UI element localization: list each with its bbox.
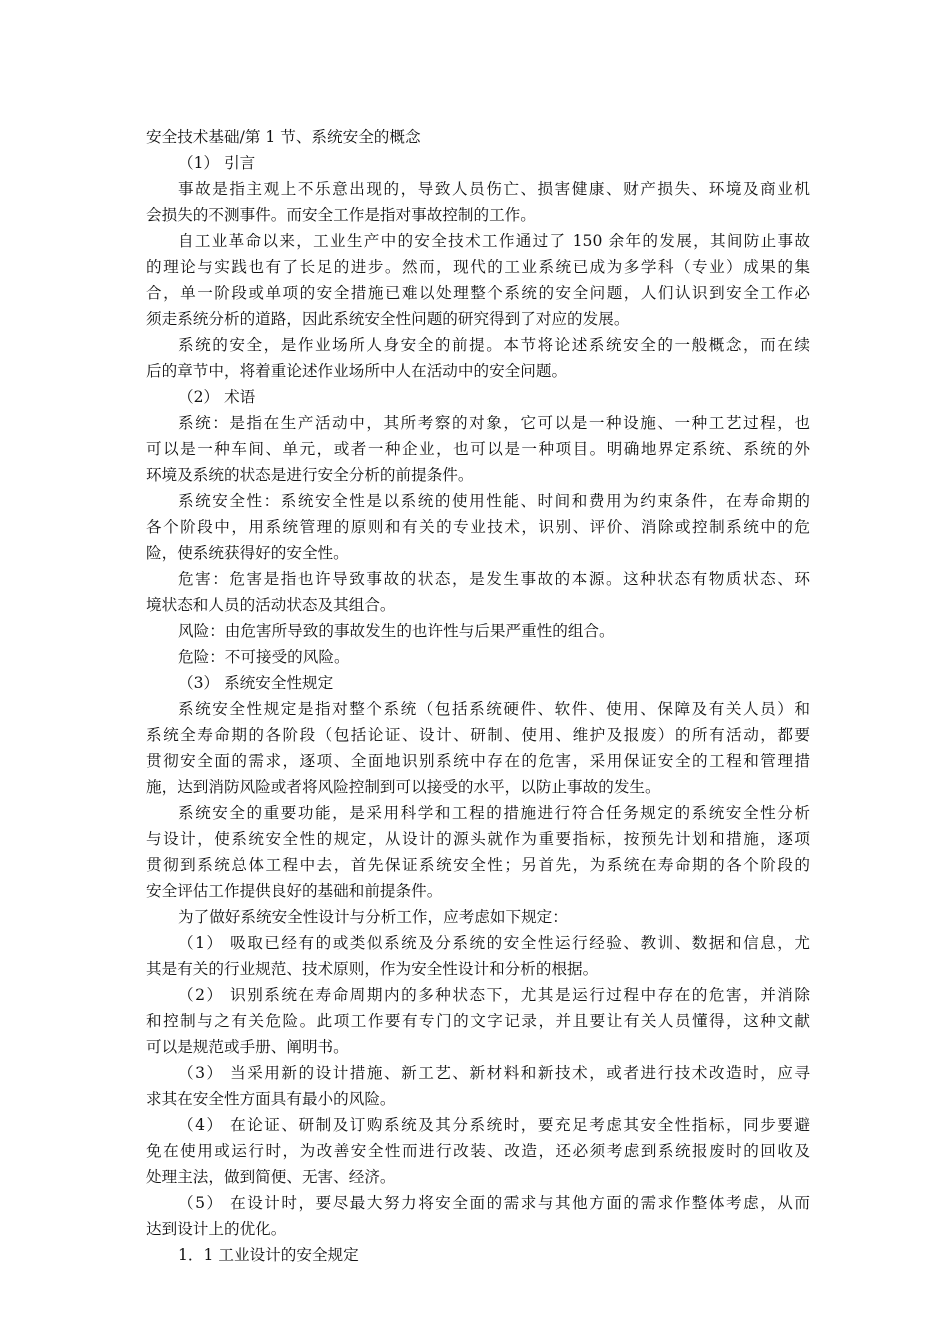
- paragraph-system-safety-premise: [146, 332, 810, 384]
- text-line: 和控制与之有关危险。此项工作要有专门的文字记录，并且要让有关人员懂得，这种文献: [146, 1012, 810, 1030]
- text-line: 各个阶段中，用系统管理的原则和有关的专业技术，识别、评价、消除或控制系统中的危: [146, 518, 810, 536]
- text-line: 事故是指主观上不乐意出现的，导致人员伤亡、损害健康、财产损失、环境及商业机: [178, 180, 810, 198]
- text-line: 会损失的不测事件。而安全工作是指对事故控制的工作。: [146, 206, 536, 224]
- paragraph-term-danger: 危险：不可接受的风险。: [178, 648, 350, 666]
- text-line: 求其在安全性方面具有最小的风险。: [146, 1090, 396, 1108]
- text-line: 可以是规范或手册、阐明书。: [146, 1038, 349, 1056]
- text-line: （5） 在设计时，要尽最大努力将安全面的需求与其他方面的需求作整体考虑，从而: [178, 1194, 810, 1212]
- text-line: 可以是一种车间、单元，或者一种企业，也可以是一种项目。明确地界定系统、系统的外: [146, 440, 810, 458]
- text-line: 与设计，使系统安全性的规定，从设计的源头就作为重要指标，按预先计划和措施，逐项: [146, 830, 810, 848]
- text-line: 免在使用或运行时，为改善安全性而进行改装、改造，还必须考虑到系统报废时的回收及: [146, 1142, 810, 1160]
- list-item-3: [146, 1060, 810, 1112]
- text-line: 后的章节中，将着重论述作业场所中人在活动中的安全问题。: [146, 362, 568, 380]
- heading-introduction: （1） 引言: [178, 154, 256, 172]
- list-item-4: [146, 1112, 810, 1190]
- text-line: 环境及系统的状态是进行安全分析的前提条件。: [146, 466, 474, 484]
- paragraph-term-system-safety: [146, 488, 810, 566]
- text-line: 险，使系统获得好的安全性。: [146, 544, 349, 562]
- text-line: 自工业革命以来，工业生产中的安全技术工作通过了 150 余年的发展，其间防止事故: [178, 232, 810, 250]
- paragraph-term-hazard: [146, 566, 810, 618]
- text-line: 系统安全性：系统安全性是以系统的使用性能、时间和费用为约束条件，在寿命期的: [178, 492, 810, 510]
- paragraph-main-function: [146, 800, 810, 904]
- text-line: 须走系统分析的道路，因此系统安全性问题的研究得到了对应的发展。: [146, 310, 630, 328]
- text-line: 系统：是指在生产活动中，其所考察的对象，它可以是一种设施、一种工艺过程，也: [178, 414, 810, 432]
- heading-terminology: （2） 术语: [178, 388, 256, 406]
- text-line: 处理主法，做到简便、无害、经济。: [146, 1168, 396, 1186]
- text-line: （4） 在论证、研制及订购系统及其分系统时，要充足考虑其安全性指标，同步要避: [178, 1116, 810, 1134]
- list-item-1: [146, 930, 810, 982]
- paragraph-industrial-history: [146, 228, 810, 332]
- paragraph-term-system: [146, 410, 810, 488]
- paragraph-consider-rules: 为了做好系统安全性设计与分析工作，应考虑如下规定：: [178, 908, 568, 926]
- heading-section-1-1: 1．1 工业设计的安全规定: [178, 1246, 359, 1264]
- text-line: 其是有关的行业规范、技术原则，作为安全性设计和分析的根据。: [146, 960, 599, 978]
- text-line: 系统安全性规定是指对整个系统（包括系统硬件、软件、使用、保障及有关人员）和: [178, 700, 810, 718]
- text-line: 的理论与实践也有了长足的进步。然而，现代的工业系统已成为多学科（专业）成果的集: [146, 258, 810, 276]
- text-line: 系统全寿命期的各阶段（包括论证、设计、研制、使用、维护及报废）的所有活动，都要: [146, 726, 810, 744]
- paragraph-accident-definition: [146, 176, 810, 228]
- list-item-5: [146, 1190, 810, 1242]
- text-line: （2） 识别系统在寿命周期内的多种状态下，尤其是运行过程中存在的危害，并消除: [178, 986, 810, 1004]
- text-line: （3） 当采用新的设计措施、新工艺、新材料和新技术，或者进行技术改造时，应寻: [178, 1064, 810, 1082]
- text-line: 贯彻到系统总体工程中去，首先保证系统安全性；另首先，为系统在寿命期的各个阶段的: [146, 856, 810, 874]
- text-line: 施，达到消防风险或者将风险控制到可以接受的水平，以防止事故的发生。: [146, 778, 661, 796]
- text-line: 危害：危害是指也许导致事故的状态，是发生事故的本源。这种状态有物质状态、环: [178, 570, 810, 588]
- list-item-2: [146, 982, 810, 1060]
- text-line: 贯彻安全面的需求，逐项、全面地识别系统中存在的危害，采用保证安全的工程和管理措: [146, 752, 810, 770]
- text-line: 系统的安全，是作业场所人身安全的前提。本节将论述系统安全的一般概念，而在续: [178, 336, 810, 354]
- text-line: 合，单一阶段或单项的安全措施已难以处理整个系统的安全问题，人们认识到安全工作必: [146, 284, 810, 302]
- paragraph-term-risk: 风险：由危害所导致的事故发生的也许性与后果严重性的组合。: [178, 622, 615, 640]
- document-title: 安全技术基础/第 1 节、系统安全的概念: [146, 128, 421, 146]
- document-page: [146, 124, 810, 1268]
- text-line: 系统安全的重要功能，是采用科学和工程的措施进行符合任务规定的系统安全性分析: [178, 804, 810, 822]
- heading-system-safety-rules: （3） 系统安全性规定: [178, 674, 334, 692]
- paragraph-rules-definition: [146, 696, 810, 800]
- text-line: 境状态和人员的活动状态及其组合。: [146, 596, 396, 614]
- text-line: 安全评估工作提供良好的基础和前提条件。: [146, 882, 443, 900]
- text-line: （1） 吸取已经有的或类似系统及分系统的安全性运行经验、教训、数据和信息，尤: [178, 934, 810, 952]
- text-line: 达到设计上的优化。: [146, 1220, 287, 1238]
